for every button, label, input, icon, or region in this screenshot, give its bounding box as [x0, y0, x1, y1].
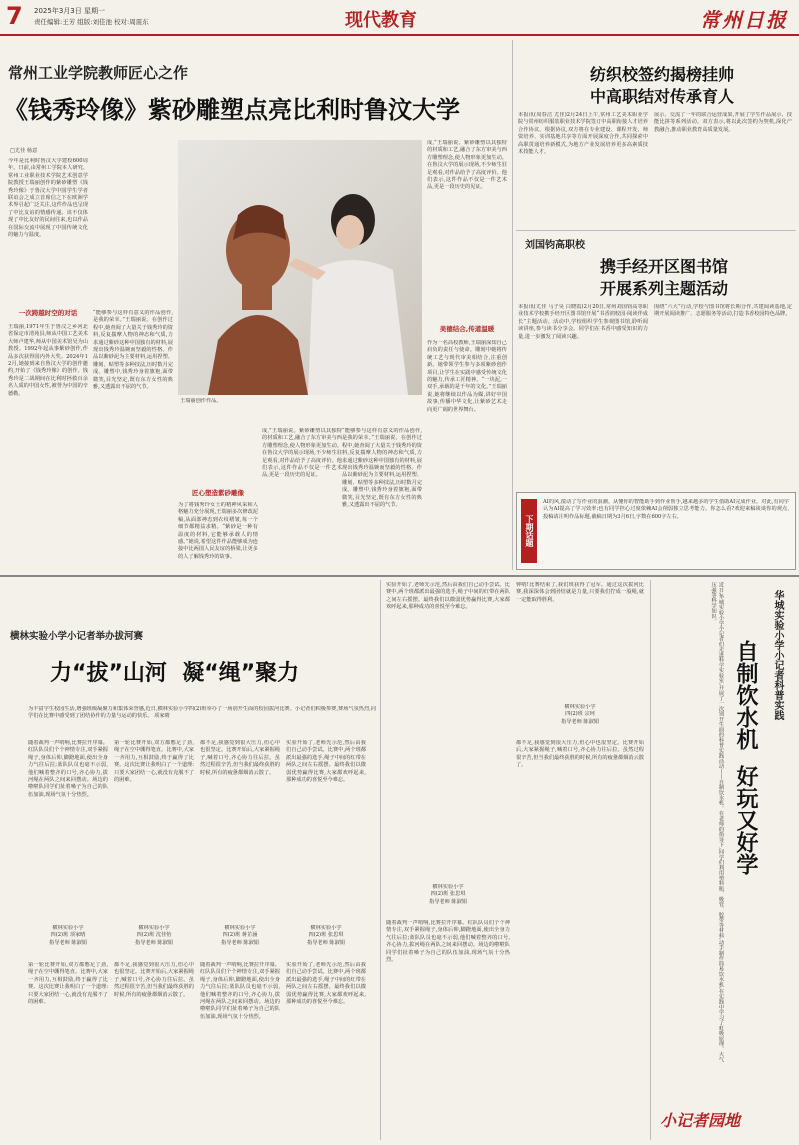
- next-topic-box: [516, 492, 796, 570]
- lower-col1-sig: 横林实验小学 四(2)班 项家晴 指导老师 陈淑娟: [49, 925, 87, 946]
- lower-col6b: 都不足,我感觉到很大压力,但心中也很坚定。比赛开始后,大家紧握绳子,喊着口号,齐心协力往后拉。虽然过程很辛苦,但当我们最终获胜的时候,所有的疲惫都烟消云散了。: [516, 740, 644, 769]
- side-text: 近日,华城实验小学小记者们走进科学实验室,开展了一次别开生面的科普实践活动——自制饮水机。在老师的指导下,同学们利用塑料瓶、吸管、胶带等材料,动手制作简易饮水机,在实践中学习了虹吸原理、大气压强等科学知识。: [710, 582, 724, 1062]
- right2-kicker: 刘国钧高职校: [525, 240, 585, 251]
- right2-text: 本报讯(尤佳 马子昊 白晓霞)2月20日,常州刘国钧高等职业技术学校携手经开区图书馆开展“书香润校园·阅读伴成长”主题活动。活动中,学校组织学生参观图书馆,聆听阅读讲座,参与读书分享会。同学们在书香中感受知识的力量,进一步激发了阅读兴趣。: [518, 304, 648, 340]
- main-col4b-text: “能够参与这样有意义的作品创作,是我的荣幸。”王瑞丽说。在创作过程中,她查阅了大量关于钱秀玲的资料,反复揣摩人物的神态和气质,力求通过紫砂这种中国独有的材料,展现出钱秀玲温婉而坚毅的性格。作品以紫砂泥为主要材料,运用捏塑、雕刻、贴塑等多种技法,历时数月完成。雕塑中,钱秀玲身着旗袍,面带微笑,目光坚定,既有东方女性的典雅,又透露出不屈的气节。: [342, 428, 422, 509]
- right2-text2: 围绕“六大”行动,学校与图书馆将长期合作,共建阅读基地,定期开展阅读推广、志愿服务等活动,打造书香校园特色品牌。: [654, 304, 792, 318]
- main-col1-subhead: 一次跨越时空的对话: [18, 309, 78, 317]
- lower-col5b: 随着裁判一声哨响,比赛拉开序幕。红队队员们个个神情专注,双手紧握绳子,身体后仰,脚蹬地面,使出全身力气往后拉;蓝队队员也毫不示弱,他们喊着整齐的口号,齐心协力,拔河绳在两队之间来回摆动。场边的啦啦队同学们扯着嗓子为自己的队伍加油,现场气氛十分热烈。: [386, 920, 510, 964]
- main-col1-text: 今年是比利时鲁汶大学建校600周年。日前,由常州工学院本人研究、常州工业职业技术学院艺术创意学院教授王瑞丽创作的紫砂雕塑《钱秀玲像》于鲁汶大学中国学生学者联谊会之成立首席信之下在欧洲学术界引起广泛关注,这件作品也呈现了中比友谊的情感传递。该不仅体现了中比友好的民间往来,也以作品在国际交流中展现了中国传统文化的魅力与温度。: [8, 158, 88, 239]
- lower-col1: 随着裁判一声哨响,比赛拉开序幕。红队队员们个个神情专注,双手紧握绳子,身体后仰,脚蹬地面,使出全身力气往后拉;蓝队队员也毫不示弱,他们喊着整齐的口号,齐心协力,拔河绳在两队之间来回摆动。场边的啦啦队同学们扯着嗓子为自己的队伍加油,现场气氛十分热烈。: [28, 740, 108, 798]
- lower-col5: 实验开始了,老师先示范,然后由我们自己动手尝试。比赛中,两个班都派出最强的选手,绳子中间的红带在两队之间左右摇摆。最终我们以微弱优势赢得比赛,大家都欢呼起来,那种成功的喜悦至今难忘。: [386, 582, 510, 611]
- editor-credits: 责任编辑:王芳 组版:刘佳池 校对:周震东: [34, 18, 149, 26]
- side-headline: 自制饮水机 好玩又好学: [733, 640, 758, 876]
- masthead: [0, 0, 799, 36]
- footer-brand-logo: 小记者园地: [660, 1111, 741, 1130]
- right1-text: 本报讯(周春洁 尤佳)2月24日上午,常州工艺美术职业学院与常州纺织服装职业技术学院签订中高职衔接人才培养合作协议。根据协议,双方将在专业建设、课程开发、师资培养、实训基地共享等方面开展深度合作,共同探索中高职贯通培养新模式,为地方产业发展培养更多高素质技术技能人才。: [518, 112, 648, 156]
- main-col3-text: 为了将钱秀玲女士的精神风采和人格魅力充分展现,王瑞丽多次修改泥稿,从面部神态到衣纹褶皱,每一个细节都精益求精。“紫砂是一种有温度的材料,它能够承载人的情感。”她说,希望这件作品能够成为连接中比两国人民友谊的桥梁,让更多的人了解钱秀玲的故事。: [178, 502, 258, 560]
- lower-col3b: 随着裁判一声哨响,比赛拉开序幕。红队队员们个个神情专注,双手紧握绳子,身体后仰,脚蹬地面,使出全身力气往后拉;蓝队队员也毫不示弱,他们喊着整齐的口号,齐心协力,拔河绳在两队之间来回摆动。场边的啦啦队同学们扯着嗓子为自己的队伍加油,现场气氛十分热烈。: [200, 962, 280, 1020]
- lower-lead: 为丰富学生校园生活,增强班级凝聚力和集体荣誉感,近日,横林实验小学四(2)班举办了一场别开生面的校园拔河比赛。小记者们积极参赛,赛场气氛热烈,同学们在比赛中感受到了团结协作的力量与运动的快乐。 项家晴: [28, 706, 376, 720]
- lower-col4-sig: 横林实验小学 四(2)班 张思琪 指导老师 陈淑娟: [307, 925, 345, 946]
- main-kicker: 常州工业学院教师匠心之作: [8, 64, 189, 82]
- right1-headline-2: 中高职结对传承育人: [590, 87, 735, 106]
- main-headline: 《钱秀玲像》紫砂雕塑点亮比利时鲁汶大学: [4, 96, 460, 124]
- lower-col3: 都不足,我感觉到很大压力,但心中也很坚定。比赛开始后,大家紧握绳子,喊着口号,齐心协力往后拉。虽然过程很辛苦,但当我们最终获胜的时候,所有的疲惫都烟消云散了。: [200, 740, 280, 776]
- lower-col2b: 都不足,我感觉到很大压力,但心中也很坚定。比赛开始后,大家紧握绳子,喊着口号,齐心协力往后拉。虽然过程很辛苦,但当我们最终获胜的时候,所有的疲惫都烟消云散了。: [114, 962, 194, 998]
- lower-col5-sig: 横林实验小学 四(2)班 张思琪 指导老师 陈淑娟: [429, 884, 467, 905]
- sculpture-photo: [178, 140, 422, 395]
- page-number: 7: [6, 2, 23, 30]
- lower-headline: 力“拔”山河 凝“绳”聚力: [50, 661, 300, 686]
- main-col5-subhead: 美德结合,传道温暖: [439, 325, 495, 333]
- section-title: 现代教育: [345, 10, 417, 31]
- main-col2-text: “能够参与这样有意义的作品创作,是我的荣幸。”王瑞丽说。在创作过程中,她查阅了大量关于钱秀玲的资料,反复揣摩人物的神态和气质,力求通过紫砂这种中国独有的材料,展现出钱秀玲温婉而坚毅的性格。作品以紫砂泥为主要材料,运用捏塑、雕刻、贴塑等多种技法,历时数月完成。雕塑中,钱秀玲身着旗袍,面带微笑,目光坚定,既有东方女性的典雅,又透露出不屈的气节。: [93, 310, 173, 391]
- paper-name-logo: 常州日报: [700, 8, 788, 32]
- next-topic-text: AI的风,搅动了写作业的浪潮。从懂你的智能助手到作业帮手,越来越多的学生借助AI完成作业。对此,有同学认为AI提高了学习效率;也有同学担心过度依赖AI会削弱独立思考能力。你怎么看?欢迎来稿谈谈你的观点,投稿请注明作品标题,截稿日期为3月6日,字数在600字左右。: [543, 499, 789, 520]
- lower-col4b: 实验开始了,老师先示范,然后由我们自己动手尝试。比赛中,两个班都派出最强的选手,绳子中间的红带在两队之间左右摇摆。最终我们以微弱优势赢得比赛,大家都欢呼起来,那种成功的喜悦至今难忘。: [286, 962, 366, 1006]
- photo-caption: 王瑞丽创作作品。: [180, 398, 222, 404]
- lower-col2-sig: 横林实验小学 四(2)班 沈佳怡 指导老师 陈淑娟: [135, 925, 173, 946]
- main-col4-text: 成,”王瑞丽说。紫砂雕塑以其独特的材质和工艺,融合了东方审美与西方雕塑理念,使人物形象更加生动。在鲁汶大学的展示现场,不少师生驻足观看,对作品给予了高度评价。他们表示,这件作品不仅是一件艺术品,更是一段历史的见证。: [262, 428, 342, 479]
- main-col5-text-top: 成,”王瑞丽说。紫砂雕塑以其独特的材质和工艺,融合了东方审美与西方雕塑理念,使人物形象更加生动。在鲁汶大学的展示现场,不少师生驻足观看,对作品给予了高度评价。他们表示,这件作品不仅是一件艺术品,更是一段历史的见证。: [427, 140, 507, 191]
- section-divider: [0, 575, 799, 577]
- right2-headline-2: 开展系列主题活动: [600, 279, 729, 298]
- date-line: 2025年3月3日 星期一: [34, 7, 105, 15]
- main-byline: □尤佳 杨意: [10, 148, 38, 154]
- next-topic-label: 下期话题: [521, 499, 537, 563]
- lower-kicker: 横林实验小学小记者举办拔河赛: [10, 631, 144, 642]
- lower-col6: 钟哨!比赛结束了,我们班获得了冠军。通过这次拔河比赛,我深深体会到团结就是力量,只要我们拧成一股绳,就一定能取得胜利。: [516, 582, 644, 603]
- lower-col6-sig: 横林实验小学 四(2)班 宗珂 指导老师 陈淑娟: [561, 704, 599, 725]
- lower-col1b: 第一轮比赛开始,双方都憋足了劲,绳子在空中绷得笔直。比赛中,大家一齐用力,互相鼓励,终于赢得了比赛。这次比赛让我明白了一个道理:只要大家团结一心,就没有克服不了的困难。: [28, 962, 108, 1006]
- right2-headline-1: 携手经开区图书馆: [600, 257, 729, 276]
- main-col3-subhead: 匠心塑造紫砂雕像: [192, 489, 244, 497]
- photo-artwork: [178, 140, 422, 395]
- lower-col4: 实验开始了,老师先示范,然后由我们自己动手尝试。比赛中,两个班都派出最强的选手,绳子中间的红带在两队之间左右摇摆。最终我们以微弱优势赢得比赛,大家都欢呼起来,那种成功的喜悦至今难忘。: [286, 740, 366, 784]
- main-col1-text2: 王瑞丽,1971年生于鲁汶之乡河北省保定市清苑县,师从中国工艺美术大师卢建华,师从中国美术馆吴为山教授。1992年起从事紫砂创作,作品多次获得国内外大奖。2024年12月,她接到来自鲁汶大学的创作邀约,开始了《钱秀玲像》的创作。钱秀玲是二战期间在比利时拯救百余名人质的中国女性,被誉为中国的辛德勒。: [8, 324, 88, 397]
- lower-col3-sig: 横林实验小学 四(2)班 蒋芷涵 指导老师 陈淑娟: [221, 925, 259, 946]
- main-col5-text: 作为一名高校教师,王瑞丽深知自己肩负的责任与使命。雕刻中她将传统工艺与现代审美相结合,注重创新。她带领学生参与多项紫砂创作项目,让学生在实践中感受传统文化的魅力,传承工匠精神。“一块泥,一双手,承载的是千年的文化。”王瑞丽说,她将继续以作品为媒,讲好中国故事,传播中华文化,让紫砂艺术走向更广阔的世界舞台。: [427, 340, 507, 413]
- right1-headline-1: 纺织校签约揭榜挂帅: [590, 65, 735, 84]
- lower-col2: 第一轮比赛开始,双方都憋足了劲,绳子在空中绷得笔直。比赛中,大家一齐用力,互相鼓励,终于赢得了比赛。这次比赛让我明白了一个道理:只要大家团结一心,就没有克服不了的困难。: [114, 740, 194, 784]
- side-kicker: 华城实验小学小记者科普实践: [772, 590, 783, 720]
- right1-text2: 展示、交流了一年的联合运营成果,开展了学生作品展示、技能比拼等系列活动。双方表示,将以此次签约为契机,深化产教融合,推动职业教育高质量发展。: [654, 112, 792, 133]
